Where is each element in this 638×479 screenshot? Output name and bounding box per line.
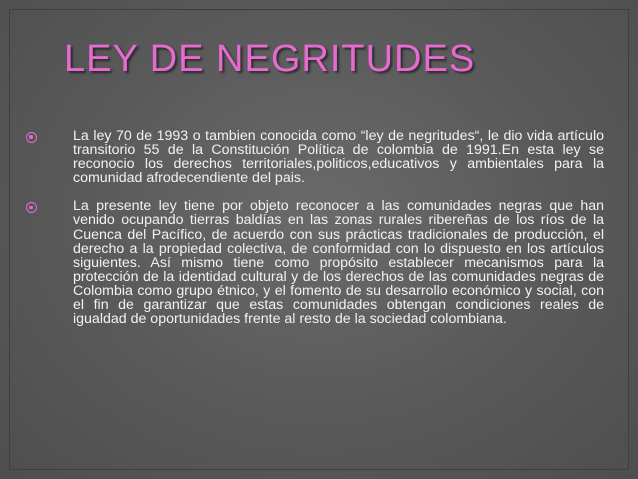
bullet-item xyxy=(26,129,604,185)
bullet-item xyxy=(26,199,604,326)
circle-bullet-icon xyxy=(26,202,37,213)
circle-bullet-icon xyxy=(26,132,37,143)
bullet-text: La ley 70 de 1993 o tambien conocida como “ley de negritudes“, le dio vida artículo transitorio 55 de la Constitución Política de colombia de 1991.En esta ley se reconocio los derechos territoriales,politicos,educativos y ambientales para la comunidad afrodecendiente del pais. xyxy=(73,128,604,187)
bullet-text: La presente ley tiene por objeto reconocer a las comunidades negras que han venido ocupando tierras baldías en las zonas rurales ribereñas de los ríos de la Cuenca del Pacífico, de acuerdo con sus prácticas tradicionales de producción, el derecho a la propiedad colectiva, de conformidad con lo dispuesto en los artículos siguientes. Así mismo tiene como propósito establecer mecanismos para la protección de la identidad cultural y de los derechos de las comunidades negras de Colombia como grupo étnico, y el fomento de su desarrollo económico y social, con el fin de garantizar que estas comunidades obtengan condiciones reales de igualdad de oportunidades frente al resto de la sociedad colombiana. xyxy=(73,198,604,328)
slide-title: LEY DE NEGRITUDES xyxy=(64,38,476,80)
slide-content xyxy=(26,129,604,340)
